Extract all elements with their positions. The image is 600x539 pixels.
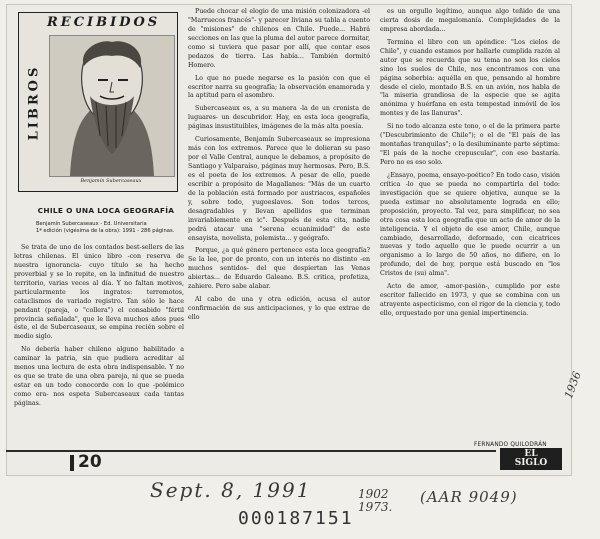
- paragraph: Puede chocar el elogio de una misión colonizadora -el "Marruecos francés"- y parecer liviana su tabla a cuento de "misiones" de chilenos en Chile. Puede... Habrá secciones en las que la pluma del autor parece dormitar, como si tuviera que pasar por allí, que contar esos pedazos de tierra. Las había... También dormitó Homero.: [188, 8, 370, 69]
- paragraph: ¿Ensayo, poema, ensayo-poético? En todo caso, visión crítica -lo que se pueda no compartirla del todo: investigación que se quiere objetiva, aunque se la pueda estimar no absolutamente lograda en ello; proposición, proyecto. Tal vez, para simplificar, no sea otra cosa esta loca geografía que un acto de amor de la inteligencia. Y el objeto de ese amor, Chile, aunque cambiado, desarrollado, deformado, con cicatrices nuevas y todo aquello que le puede ocurrir a un organismo a lo largo de 50 años, no difiere, en lo profundo, del de hoy, porque está buscado en "los Cristos de (su) alma".: [380, 171, 560, 278]
- text-column-1: [14, 244, 184, 413]
- paragraph: Termina el libro con un apéndice: "Los cielos de Chile", y cuando estamos por hallarle cumplida razón al autor que se recuerda que su tema no son los cielos sino los suelos de Chile, nos encontramos con una página soberbia: aquélla en que, pensando al hombre desde el cielo, montado B.S. en un avión, nos habla de "la miseria grandiosa de la especie que se agita anónima y huérfana en esta tempestad inmóvil de los montes y de las llanuras".: [380, 38, 560, 118]
- section-label-vertical: LIBROS: [26, 64, 42, 140]
- text-column-3: [380, 8, 560, 323]
- page-number-bar: [70, 455, 74, 471]
- handwritten-date: Sept. 8, 1991: [150, 478, 312, 502]
- page-number: 20: [78, 452, 102, 472]
- year-line: 1902: [358, 487, 389, 501]
- review-title: CHILE O UNA LOCA GEOGRAFÍA: [37, 206, 175, 215]
- paragraph: Si no todo alcanza este tono, o el de la primera parte ("Descubrimiento de Chile"); o el de "El país de las montañas tranquilas"; o la desiluminante parte séptima: "El país de la noche crepuscular", con eso bastaría. Pero no es eso solo.: [380, 123, 560, 166]
- paragraph: Lo que no puede negarse es la pasión con que el escritor narra su geografía; la observación enamorada y la aptitud para el asombro.: [188, 74, 370, 100]
- paragraph: Se trata de uno de los contados best-sellers de las letras chilenas. El único libro -con reserva de nuestra ignorancia- cuyo título se ha hecho proverbial y se lo repite, en la infinitud de nuestro territorio, varias veces al día. Y no faltan motivos, particularmente los ingratos: terremotos, cataclismos de variado registro. Tan sólo le hace pendant (pareja, o "collera") el consabido "fértil provincia señalada", que le lleva muchos años pues éste, el de Subercaseaux, se empina recién sobre el medio siglo.: [14, 244, 184, 341]
- author-portrait: [49, 35, 175, 177]
- newspaper-logo: [500, 448, 562, 470]
- book-credits: [36, 221, 176, 235]
- paragraph: Acto de amor, -amor-pasión-, cumplido por este escritor fallecido en 1973, y que se combina con un atrayente aspecticismo, con el rigor de la ciencia y, todo ello, orquestado por una genial impertinencia.: [380, 283, 560, 317]
- handwritten-side-note: 1936: [562, 369, 584, 401]
- year-line: 1973.: [358, 499, 393, 514]
- paragraph: Subercaseaux es, a su manera -la de un cronista de luguares- un descubridor. Hay, en esta loca geografía, páginas insustituibles, imágenes de la más alta poesía.: [188, 105, 370, 131]
- handwritten-reference: (AAR 9049): [420, 488, 518, 506]
- logo-line-2: SIGLO: [514, 458, 548, 468]
- logo-line-1: EL: [524, 449, 538, 459]
- paragraph: No debería haber chileno alguno habilitado a caminar la patria, sin que pudiera acreditar al menos una lectura de esta obra indispensable. Y no es que se trate de una obra pareja, ni que se pueda estar en un todo conocorde con lo que -polémico como era- nos espeta Subercaseaux cada tantas páginas.: [14, 346, 184, 407]
- photo-caption: Benjamín Subercaseaux: [80, 178, 142, 184]
- credits-line: Benjamín Subercaseaux - Ed. Universitaria: [36, 221, 147, 227]
- paragraph: Curiosamente, Benjamín Subercaseaux se impresiona más con los extremos. Parece que le dolieran su paso por el Valle Central, aunque le debamos, a propósito de Santiago y Valparaíso, páginas muy hermosas. Pero, B.S. es el poeta de los extremos. A pesar de ello, puede escribir a propósito de Magallanes: "Más de un cuarto de la población está formado por austriacos, españoles y, sobre todo, yugoeslavos. Son todos tercos, desagradables y llevan apellidos que terminan invariablemente en ic". Después de esta cita, nadie podrá atacar una "serena ecuanimidad" de este ensayista, novelista, polemista... y geógrafo.: [188, 136, 370, 242]
- paragraph: es un orgullo legítimo, aunque algo teñido de una cierta dosis de megalomanía. Complejidades de la empresa abordada...: [380, 8, 560, 33]
- archive-number: 000187151: [238, 508, 354, 529]
- section-header-box: [18, 12, 178, 192]
- portrait-illustration: [50, 36, 174, 176]
- handwritten-years: [358, 488, 392, 513]
- section-label-top: RECIBIDOS: [47, 15, 161, 30]
- paragraph: Porque, ¿a qué género pertenece esta loca geografía? Se la lee, por de pronto, con un interés no distinto -en muchos sentidos- del que despiertan las Venas abiertas... de Eduardo Galeano. B.S. critica, profetiza, zahiere. Pero sabe alabar.: [188, 247, 370, 291]
- author-signature: FERNANDO QUILODRÁN: [474, 442, 547, 448]
- credits-line: 1ª edición (vigésima de la obra): 1991 - 286 páginas.: [36, 228, 175, 235]
- text-column-2: [188, 8, 370, 327]
- paragraph: Al cabo de una y otra edición, acusa el autor confirmación de sus anticipaciones, y lo que extrae de ello: [188, 296, 370, 321]
